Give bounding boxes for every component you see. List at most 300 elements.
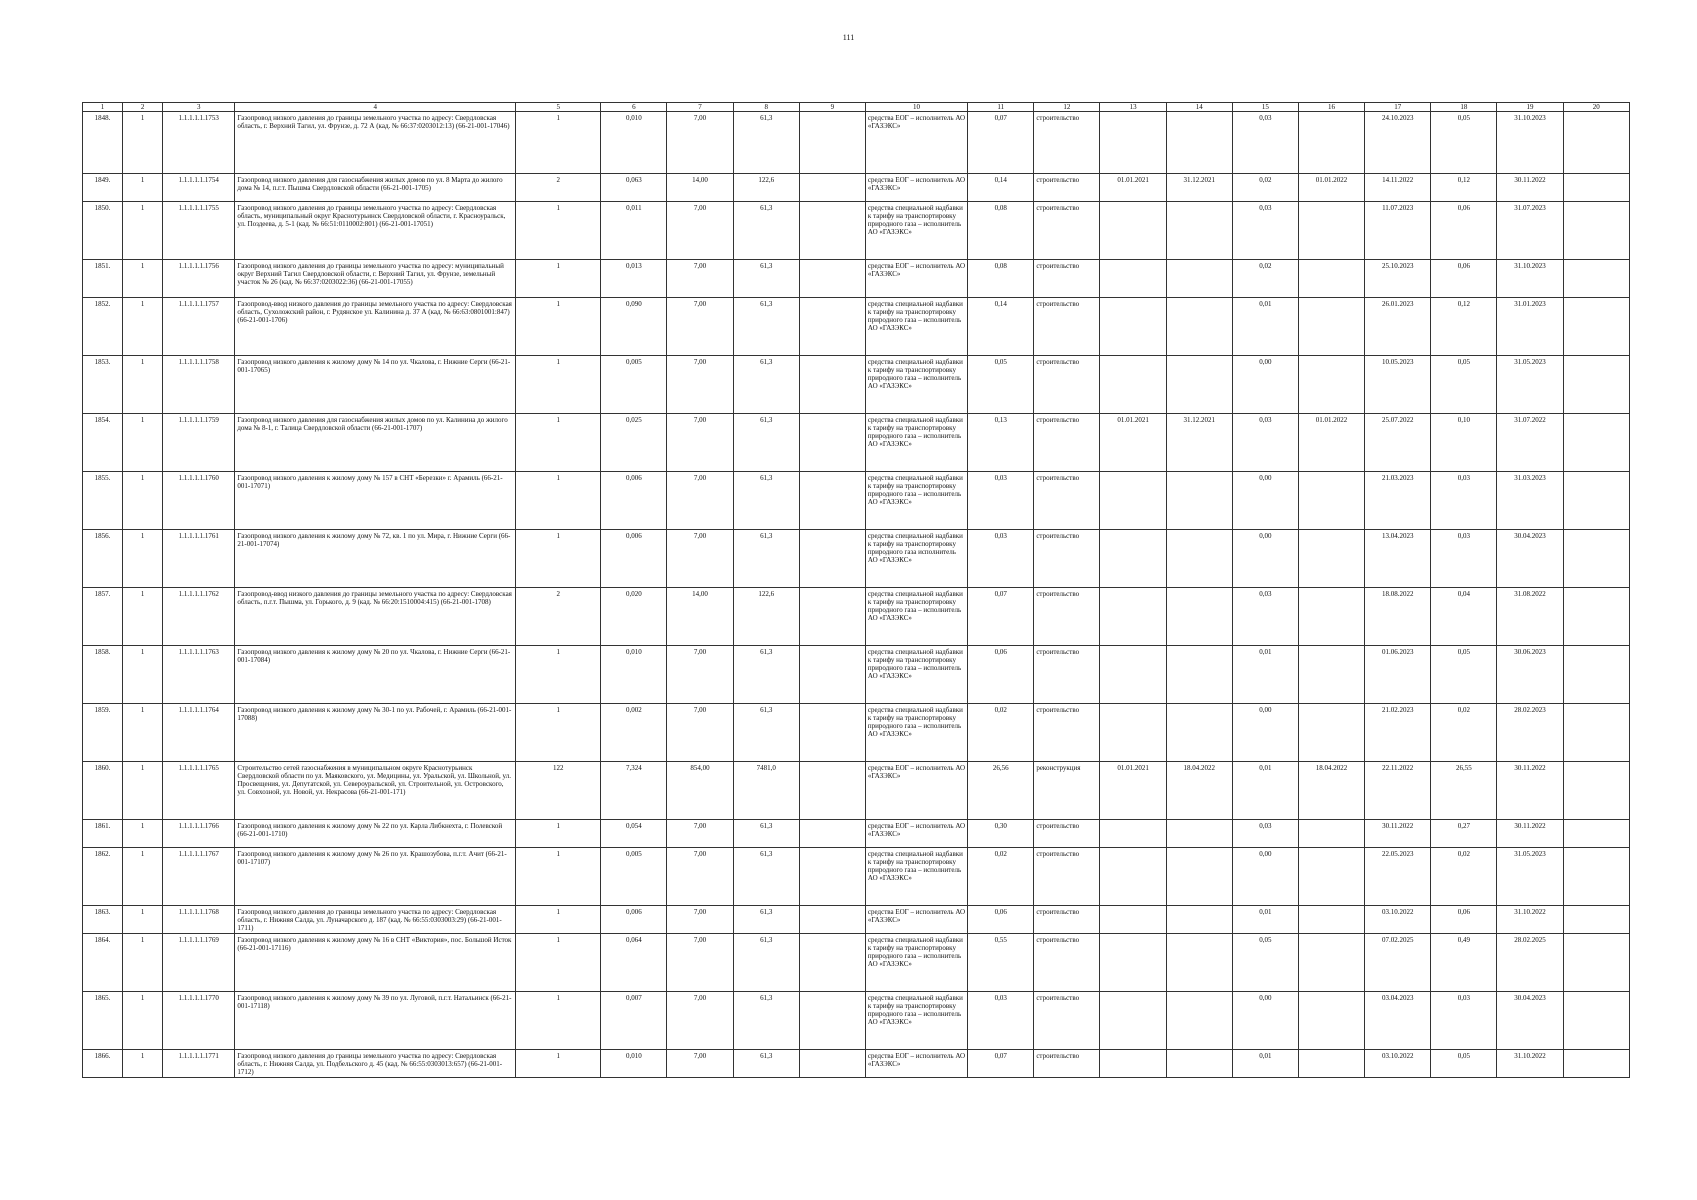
cell-fund: средства специальной надбавки к тарифу на транспортировку природного газа – исполнитель АО «ГАЗЭКС»	[865, 472, 967, 530]
cell-c13	[1100, 112, 1166, 174]
cell-c7: 854,00	[667, 762, 733, 820]
cell-c9	[799, 906, 865, 934]
cell-c18: 0,06	[1431, 906, 1497, 934]
cell-c11: 0,07	[968, 112, 1034, 174]
cell-c17: 03.10.2022	[1365, 1050, 1431, 1078]
cell-c15: 0,03	[1232, 202, 1298, 260]
cell-c17: 07.02.2025	[1365, 934, 1431, 992]
cell-c9	[799, 992, 865, 1050]
cell-c17: 03.10.2022	[1365, 906, 1431, 934]
cell-c8: 61,3	[733, 1050, 799, 1078]
cell-c20	[1563, 1050, 1629, 1078]
cell-c13	[1100, 260, 1166, 298]
cell-c13	[1100, 934, 1166, 992]
cell-c8: 61,3	[733, 202, 799, 260]
cell-c11: 0,03	[968, 472, 1034, 530]
cell-c14	[1166, 646, 1232, 704]
cell-c2: 1	[123, 356, 163, 414]
cell-c5: 1	[516, 260, 601, 298]
cell-fund: средства ЕОГ – исполнитель АО «ГАЗЭКС»	[865, 820, 967, 848]
cell-code: 1.1.1.1.1.1761	[163, 530, 235, 588]
cell-c15: 0,02	[1232, 260, 1298, 298]
cell-c14	[1166, 298, 1232, 356]
cell-fund: средства ЕОГ – исполнитель АО «ГАЗЭКС»	[865, 762, 967, 820]
cell-c13	[1100, 298, 1166, 356]
cell-c8: 61,3	[733, 848, 799, 906]
cell-c7: 14,00	[667, 174, 733, 202]
cell-c19: 31.10.2023	[1497, 260, 1563, 298]
cell-c15: 0,00	[1232, 472, 1298, 530]
cell-n: 1856.	[83, 530, 123, 588]
cell-c16: 01.01.2022	[1298, 414, 1364, 472]
cell-type: реконструкция	[1034, 762, 1100, 820]
cell-code: 1.1.1.1.1.1764	[163, 704, 235, 762]
cell-type: строительство	[1034, 112, 1100, 174]
cell-code: 1.1.1.1.1.1770	[163, 992, 235, 1050]
cell-c13	[1100, 820, 1166, 848]
cell-type: строительство	[1034, 588, 1100, 646]
cell-c17: 03.04.2023	[1365, 992, 1431, 1050]
cell-c13: 01.01.2021	[1100, 174, 1166, 202]
cell-c5: 1	[516, 934, 601, 992]
cell-c7: 7,00	[667, 472, 733, 530]
cell-c2: 1	[123, 202, 163, 260]
cell-c11: 0,14	[968, 174, 1034, 202]
table-body	[83, 112, 1630, 1078]
cell-c9	[799, 112, 865, 174]
table-row	[83, 202, 1630, 260]
cell-c6: 0,090	[601, 298, 667, 356]
cell-fund: средства специальной надбавки к тарифу на транспортировку природного газа – исполнитель АО «ГАЗЭКС»	[865, 992, 967, 1050]
cell-c19: 31.07.2022	[1497, 414, 1563, 472]
cell-c6: 0,063	[601, 174, 667, 202]
cell-c2: 1	[123, 414, 163, 472]
cell-c16	[1298, 848, 1364, 906]
cell-c5: 2	[516, 588, 601, 646]
cell-c15: 0,00	[1232, 992, 1298, 1050]
cell-n: 1866.	[83, 1050, 123, 1078]
cell-c15: 0,03	[1232, 414, 1298, 472]
cell-c9	[799, 298, 865, 356]
cell-c13	[1100, 906, 1166, 934]
cell-c11: 0,02	[968, 848, 1034, 906]
column-number-19: 19	[1497, 103, 1563, 112]
cell-c13	[1100, 704, 1166, 762]
cell-c11: 0,30	[968, 820, 1034, 848]
cell-c9	[799, 356, 865, 414]
cell-c9	[799, 260, 865, 298]
cell-c20	[1563, 762, 1629, 820]
cell-c20	[1563, 472, 1629, 530]
cell-c8: 61,3	[733, 356, 799, 414]
table-row	[83, 260, 1630, 298]
cell-c20	[1563, 646, 1629, 704]
cell-desc: Газопровод-ввод низкого давления до границы земельного участка по адресу: Свердловская область, Сухоложский район, г. Рудянское ул. Калинина д. 37 А (кад. № 66:63:0801001:847) (66-21-001-1706)	[235, 298, 516, 356]
cell-c9	[799, 704, 865, 762]
cell-n: 1864.	[83, 934, 123, 992]
cell-c17: 24.10.2023	[1365, 112, 1431, 174]
cell-n: 1859.	[83, 704, 123, 762]
cell-desc: Газопровод низкого давления к жилому дому № 39 по ул. Луговой, п.г.т. Натальинск (66-21-001-17118)	[235, 992, 516, 1050]
cell-fund: средства специальной надбавки к тарифу на транспортировку природного газа исполнитель АО «ГАЗЭКС»	[865, 530, 967, 588]
cell-c15: 0,00	[1232, 530, 1298, 588]
cell-type: строительство	[1034, 848, 1100, 906]
cell-c8: 61,3	[733, 820, 799, 848]
cell-type: строительство	[1034, 298, 1100, 356]
cell-c2: 1	[123, 112, 163, 174]
cell-c18: 0,10	[1431, 414, 1497, 472]
cell-desc: Газопровод низкого давления до границы земельного участка по адресу: Свердловская область, муниципальный округ Краснотурьинск Свердловской области, г. Красноуральск, ул. Поздеева, д. 5-1 (кад. № 66:51:0110002:801) (66-21-001-17051)	[235, 202, 516, 260]
cell-c16	[1298, 646, 1364, 704]
cell-c19: 31.10.2022	[1497, 1050, 1563, 1078]
cell-c15: 0,02	[1232, 174, 1298, 202]
cell-c18: 0,03	[1431, 472, 1497, 530]
cell-code: 1.1.1.1.1.1771	[163, 1050, 235, 1078]
column-number-9: 9	[799, 103, 865, 112]
cell-c18: 0,02	[1431, 848, 1497, 906]
table-row	[83, 472, 1630, 530]
cell-c8: 61,3	[733, 414, 799, 472]
cell-c20	[1563, 906, 1629, 934]
cell-c19: 28.02.2025	[1497, 934, 1563, 992]
cell-c19: 31.07.2023	[1497, 202, 1563, 260]
cell-c11: 0,02	[968, 704, 1034, 762]
cell-fund: средства специальной надбавки к тарифу на транспортировку природного газа – исполнитель АО «ГАЗЭКС»	[865, 356, 967, 414]
cell-n: 1858.	[83, 646, 123, 704]
cell-desc: Газопровод низкого давления к жилому дому № 20 по ул. Чкалова, г. Нижние Серги (66-21-001-17084)	[235, 646, 516, 704]
cell-c13: 01.01.2021	[1100, 762, 1166, 820]
cell-c18: 0,05	[1431, 646, 1497, 704]
cell-c19: 31.05.2023	[1497, 848, 1563, 906]
cell-c19: 30.04.2023	[1497, 530, 1563, 588]
cell-desc: Газопровод низкого давления к жилому дому № 26 по ул. Крашозубова, п.г.т. Ачит (66-21-001-17107)	[235, 848, 516, 906]
cell-n: 1861.	[83, 820, 123, 848]
column-number-8: 8	[733, 103, 799, 112]
cell-c20	[1563, 704, 1629, 762]
cell-c19: 30.04.2023	[1497, 992, 1563, 1050]
cell-type: строительство	[1034, 530, 1100, 588]
cell-c11: 0,08	[968, 260, 1034, 298]
cell-desc: Строительство сетей газоснабжения в муниципальном округе Краснотурьинск Свердловской области по ул. Маяковского, ул. Медицины, ул. Уральской, ул. Школьной, ул. Просвещения, ул. Депутатской, ул. Североуральской, ул. Строительной, ул. Островского, ул. Совхозной, ул. Новой, ул. Некрасова (66-21-001-171)	[235, 762, 516, 820]
cell-n: 1853.	[83, 356, 123, 414]
cell-c17: 22.05.2023	[1365, 848, 1431, 906]
cell-n: 1848.	[83, 112, 123, 174]
cell-c14	[1166, 820, 1232, 848]
cell-c2: 1	[123, 1050, 163, 1078]
cell-fund: средства ЕОГ – исполнитель АО «ГАЗЭКС»	[865, 260, 967, 298]
cell-c2: 1	[123, 472, 163, 530]
cell-c5: 122	[516, 762, 601, 820]
cell-c6: 0,020	[601, 588, 667, 646]
table-row	[83, 112, 1630, 174]
cell-c2: 1	[123, 174, 163, 202]
cell-c11: 0,06	[968, 646, 1034, 704]
cell-c8: 61,3	[733, 992, 799, 1050]
cell-c7: 7,00	[667, 934, 733, 992]
cell-c16	[1298, 530, 1364, 588]
cell-c18: 0,12	[1431, 174, 1497, 202]
cell-desc: Газопровод-ввод низкого давления до границы земельного участка по адресу: Свердловская область, п.г.т. Пышма, ул. Горького, д. 9 (кад. № 66:20:1510004:415) (66-21-001-1708)	[235, 588, 516, 646]
cell-c20	[1563, 112, 1629, 174]
cell-c14	[1166, 472, 1232, 530]
cell-c9	[799, 174, 865, 202]
cell-c17: 10.05.2023	[1365, 356, 1431, 414]
cell-c14	[1166, 202, 1232, 260]
cell-c19: 30.06.2023	[1497, 646, 1563, 704]
cell-c16	[1298, 298, 1364, 356]
cell-c7: 7,00	[667, 848, 733, 906]
cell-c15: 0,03	[1232, 820, 1298, 848]
cell-c18: 26,55	[1431, 762, 1497, 820]
cell-c5: 1	[516, 472, 601, 530]
cell-c13	[1100, 530, 1166, 588]
column-number-4: 4	[235, 103, 516, 112]
cell-type: строительство	[1034, 820, 1100, 848]
column-number-18: 18	[1431, 103, 1497, 112]
cell-c9	[799, 472, 865, 530]
cell-c14	[1166, 530, 1232, 588]
cell-c7: 14,00	[667, 588, 733, 646]
cell-c14	[1166, 1050, 1232, 1078]
column-number-10: 10	[865, 103, 967, 112]
cell-c19: 31.05.2023	[1497, 356, 1563, 414]
cell-c18: 0,03	[1431, 992, 1497, 1050]
cell-c5: 1	[516, 646, 601, 704]
cell-c11: 26,56	[968, 762, 1034, 820]
cell-c2: 1	[123, 934, 163, 992]
cell-type: строительство	[1034, 356, 1100, 414]
cell-c16	[1298, 260, 1364, 298]
cell-c5: 1	[516, 906, 601, 934]
cell-c5: 1	[516, 202, 601, 260]
cell-c2: 1	[123, 820, 163, 848]
cell-c11: 0,14	[968, 298, 1034, 356]
column-number-17: 17	[1365, 103, 1431, 112]
column-number-2: 2	[123, 103, 163, 112]
cell-c15: 0,01	[1232, 298, 1298, 356]
column-number-14: 14	[1166, 103, 1232, 112]
cell-c2: 1	[123, 298, 163, 356]
cell-c6: 0,013	[601, 260, 667, 298]
cell-c16	[1298, 112, 1364, 174]
cell-code: 1.1.1.1.1.1757	[163, 298, 235, 356]
cell-c19: 31.10.2022	[1497, 906, 1563, 934]
cell-c14	[1166, 992, 1232, 1050]
cell-fund: средства специальной надбавки к тарифу на транспортировку природного газа – исполнитель АО «ГАЗЭКС»	[865, 298, 967, 356]
cell-desc: Газопровод низкого давления к жилому дому № 14 по ул. Чкалова, г. Нижние Серги (66-21-001-17065)	[235, 356, 516, 414]
cell-c9	[799, 530, 865, 588]
column-number-13: 13	[1100, 103, 1166, 112]
cell-c2: 1	[123, 260, 163, 298]
cell-c8: 7481,0	[733, 762, 799, 820]
cell-c9	[799, 848, 865, 906]
cell-n: 1854.	[83, 414, 123, 472]
cell-c9	[799, 1050, 865, 1078]
cell-desc: Газопровод низкого давления к жилому дому № 22 по ул. Карла Либкнехта, г. Полевской (66-21-001-1710)	[235, 820, 516, 848]
cell-c20	[1563, 848, 1629, 906]
cell-desc: Газопровод низкого давления для газоснабжения жилых домов по ул. 8 Марта до жилого дома № 14, п.г.т. Пышма Свердловской области (66-21-001-1705)	[235, 174, 516, 202]
cell-c17: 11.07.2023	[1365, 202, 1431, 260]
cell-c11: 0,13	[968, 414, 1034, 472]
cell-c6: 0,054	[601, 820, 667, 848]
cell-c13	[1100, 992, 1166, 1050]
cell-fund: средства ЕОГ – исполнитель АО «ГАЗЭКС»	[865, 906, 967, 934]
cell-c2: 1	[123, 762, 163, 820]
cell-n: 1862.	[83, 848, 123, 906]
cell-c5: 1	[516, 1050, 601, 1078]
cell-c11: 0,08	[968, 202, 1034, 260]
cell-desc: Газопровод низкого давления до границы земельного участка по адресу: муниципальный округ Верхний Тагил Свердловской области, г. Верхний Тагил, ул. Фрунзе, земельный участок № 26 (кад. № 66:37:0203022:36) (66-21-001-17055)	[235, 260, 516, 298]
column-number-1: 1	[83, 103, 123, 112]
cell-c11: 0,07	[968, 588, 1034, 646]
cell-c14	[1166, 906, 1232, 934]
column-number-16: 16	[1298, 103, 1364, 112]
cell-code: 1.1.1.1.1.1756	[163, 260, 235, 298]
cell-c9	[799, 588, 865, 646]
table-row	[83, 646, 1630, 704]
cell-c11: 0,06	[968, 906, 1034, 934]
cell-code: 1.1.1.1.1.1758	[163, 356, 235, 414]
cell-c17: 21.02.2023	[1365, 704, 1431, 762]
cell-c15: 0,00	[1232, 848, 1298, 906]
cell-desc: Газопровод низкого давления к жилому дому № 16 в СНТ «Виктория», пос. Большой Исток (66-21-001-17116)	[235, 934, 516, 992]
cell-fund: средства специальной надбавки к тарифу на транспортировку природного газа – исполнитель АО «ГАЗЭКС»	[865, 414, 967, 472]
cell-c13: 01.01.2021	[1100, 414, 1166, 472]
cell-c2: 1	[123, 588, 163, 646]
cell-c19: 31.01.2023	[1497, 298, 1563, 356]
cell-c17: 22.11.2022	[1365, 762, 1431, 820]
cell-desc: Газопровод низкого давления к жилому дому № 30-1 по ул. Рабочей, г. Арамиль (66-21-001-17088)	[235, 704, 516, 762]
table-row	[83, 992, 1630, 1050]
cell-c14	[1166, 356, 1232, 414]
cell-c15: 0,01	[1232, 762, 1298, 820]
cell-c11: 0,05	[968, 356, 1034, 414]
column-number-20: 20	[1563, 103, 1629, 112]
cell-c19: 30.11.2022	[1497, 762, 1563, 820]
cell-n: 1865.	[83, 992, 123, 1050]
cell-fund: средства специальной надбавки к тарифу на транспортировку природного газа – исполнитель АО «ГАЗЭКС»	[865, 646, 967, 704]
cell-c18: 0,12	[1431, 298, 1497, 356]
cell-c20	[1563, 174, 1629, 202]
cell-c17: 18.08.2022	[1365, 588, 1431, 646]
cell-n: 1857.	[83, 588, 123, 646]
cell-c14	[1166, 260, 1232, 298]
cell-c20	[1563, 356, 1629, 414]
cell-c5: 1	[516, 820, 601, 848]
cell-c7: 7,00	[667, 906, 733, 934]
cell-fund: средства специальной надбавки к тарифу на транспортировку природного газа – исполнитель АО «ГАЗЭКС»	[865, 934, 967, 992]
cell-c14	[1166, 934, 1232, 992]
cell-c19: 31.10.2023	[1497, 112, 1563, 174]
cell-c17: 25.10.2023	[1365, 260, 1431, 298]
cell-c20	[1563, 202, 1629, 260]
cell-desc: Газопровод низкого давления до границы земельного участка по адресу: Свердловская область, г. Нижняя Салда, ул. Подбельского д. 45 (кад. № 66:55:0303013:657) (66-21-001-1712)	[235, 1050, 516, 1078]
cell-c15: 0,03	[1232, 588, 1298, 646]
cell-type: строительство	[1034, 646, 1100, 704]
cell-c2: 1	[123, 646, 163, 704]
cell-c2: 1	[123, 530, 163, 588]
cell-c17: 25.07.2022	[1365, 414, 1431, 472]
column-number-7: 7	[667, 103, 733, 112]
cell-c19: 30.11.2022	[1497, 174, 1563, 202]
cell-c20	[1563, 530, 1629, 588]
cell-c15: 0,00	[1232, 356, 1298, 414]
cell-c2: 1	[123, 848, 163, 906]
cell-c2: 1	[123, 992, 163, 1050]
cell-c16	[1298, 356, 1364, 414]
cell-c17: 01.06.2023	[1365, 646, 1431, 704]
cell-code: 1.1.1.1.1.1768	[163, 906, 235, 934]
cell-c6: 0,002	[601, 704, 667, 762]
cell-c18: 0,05	[1431, 1050, 1497, 1078]
cell-c6: 7,324	[601, 762, 667, 820]
cell-c5: 1	[516, 848, 601, 906]
table-row	[83, 588, 1630, 646]
cell-c15: 0,05	[1232, 934, 1298, 992]
cell-fund: средства специальной надбавки к тарифу на транспортировку природного газа – исполнитель АО «ГАЗЭКС»	[865, 704, 967, 762]
cell-c16	[1298, 588, 1364, 646]
cell-n: 1860.	[83, 762, 123, 820]
cell-code: 1.1.1.1.1.1753	[163, 112, 235, 174]
cell-type: строительство	[1034, 704, 1100, 762]
cell-c14: 31.12.2021	[1166, 414, 1232, 472]
cell-c13	[1100, 848, 1166, 906]
table-row	[83, 530, 1630, 588]
cell-c18: 0,05	[1431, 356, 1497, 414]
cell-c16	[1298, 992, 1364, 1050]
cell-c14	[1166, 112, 1232, 174]
cell-type: строительство	[1034, 260, 1100, 298]
table-row	[83, 356, 1630, 414]
cell-c14: 31.12.2021	[1166, 174, 1232, 202]
cell-type: строительство	[1034, 472, 1100, 530]
cell-c13	[1100, 588, 1166, 646]
cell-c14	[1166, 848, 1232, 906]
cell-c11: 0,03	[968, 992, 1034, 1050]
column-number-15: 15	[1232, 103, 1298, 112]
table-row	[83, 848, 1630, 906]
cell-code: 1.1.1.1.1.1762	[163, 588, 235, 646]
cell-n: 1855.	[83, 472, 123, 530]
cell-c8: 61,3	[733, 530, 799, 588]
cell-c16	[1298, 1050, 1364, 1078]
table-row	[83, 174, 1630, 202]
cell-c8: 122,6	[733, 588, 799, 646]
cell-c8: 61,3	[733, 260, 799, 298]
cell-c9	[799, 646, 865, 704]
cell-c8: 61,3	[733, 112, 799, 174]
cell-c16	[1298, 704, 1364, 762]
cell-code: 1.1.1.1.1.1755	[163, 202, 235, 260]
cell-c11: 0,03	[968, 530, 1034, 588]
cell-fund: средства специальной надбавки к тарифу на транспортировку природного газа – исполнитель АО «ГАЗЭКС»	[865, 588, 967, 646]
cell-c6: 0,005	[601, 356, 667, 414]
cell-type: строительство	[1034, 414, 1100, 472]
cell-c18: 0,05	[1431, 112, 1497, 174]
cell-c20	[1563, 414, 1629, 472]
cell-type: строительство	[1034, 906, 1100, 934]
cell-desc: Газопровод низкого давления до границы земельного участка по адресу: Свердловская область, г. Верхний Тагил, ул. Фрунзе, д. 72 А (кад. № 66:37:0203012:13) (66-21-001-17046)	[235, 112, 516, 174]
cell-fund: средства ЕОГ – исполнитель АО «ГАЗЭКС»	[865, 174, 967, 202]
cell-c2: 1	[123, 906, 163, 934]
cell-desc: Газопровод низкого давления к жилому дому № 157 в СНТ «Березки» г. Арамиль (66-21-001-17071)	[235, 472, 516, 530]
cell-c16: 01.01.2022	[1298, 174, 1364, 202]
cell-c6: 0,010	[601, 646, 667, 704]
cell-code: 1.1.1.1.1.1754	[163, 174, 235, 202]
cell-c18: 0,06	[1431, 260, 1497, 298]
cell-desc: Газопровод низкого давления до границы земельного участка по адресу: Свердловская область, г. Нижняя Салда, ул. Луначарского д. 187 (кад. № 66:55:0303003:29) (66-21-001-1711)	[235, 906, 516, 934]
cell-c5: 1	[516, 112, 601, 174]
